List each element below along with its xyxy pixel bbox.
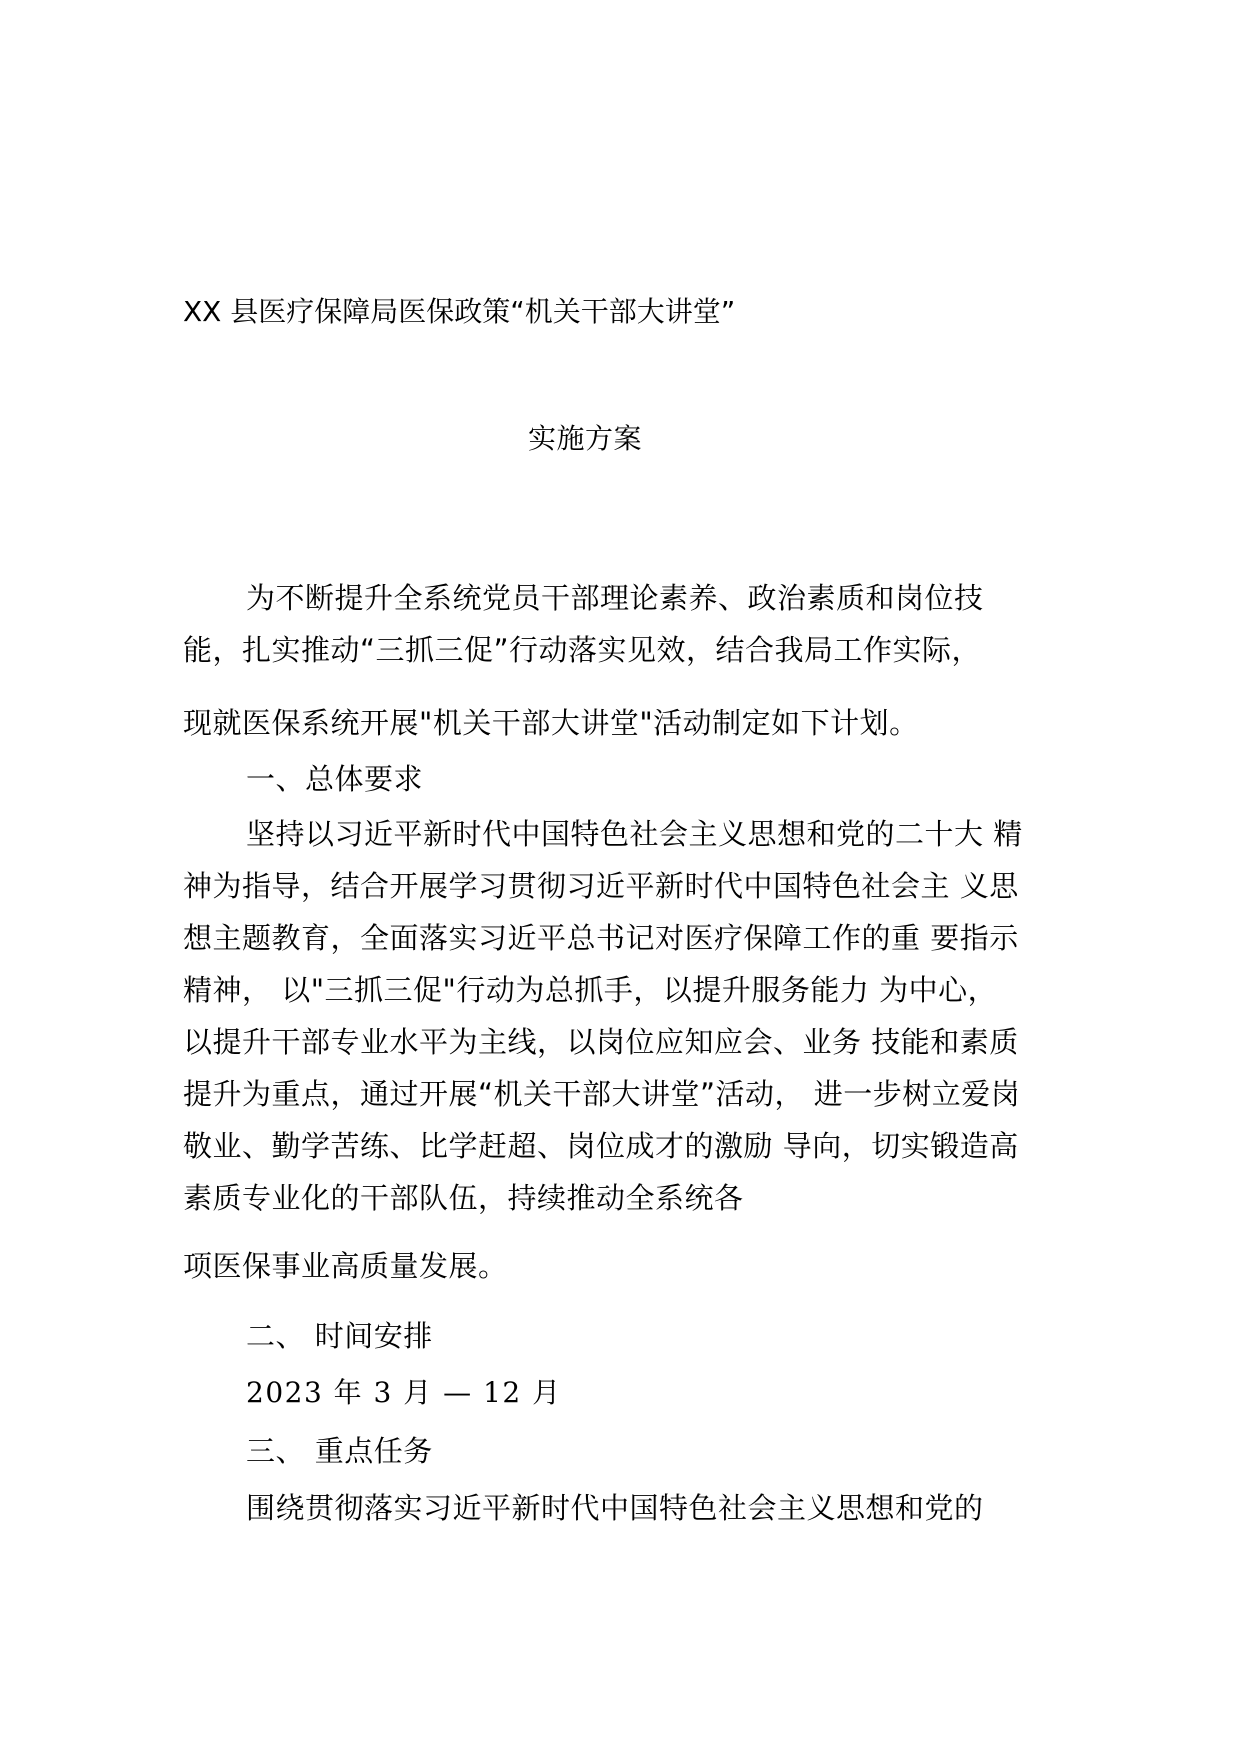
section1-paragraph-line: 想主题教育，全面落实习近平总书记对医疗保障工作的重 要指示 [183, 921, 1019, 955]
section1-paragraph-line: 神为指导，结合开展学习贯彻习近平新时代中国特色社会主 义思 [183, 869, 1019, 903]
schedule-date-range: 2023 年 3 月 — 12 月 [246, 1376, 562, 1409]
section-heading-general-requirements: 一、总体要求 [246, 762, 424, 796]
section1-paragraph-line: 精神， 以"三抓三促"行动为总抓手，以提升服务能力 为中心， [183, 973, 998, 1007]
intro-paragraph-line: 为不断提升全系统党员干部理论素养、政治素质和岗位技 [246, 581, 984, 615]
section1-paragraph-line: 坚持以习近平新时代中国特色社会主义思想和党的二十大 精 [246, 817, 1023, 851]
document-subtitle: 实施方案 [528, 422, 643, 455]
section1-paragraph-line: 项医保事业高质量发展。 [183, 1249, 508, 1283]
section-heading-key-tasks: 三、 重点任务 [246, 1434, 433, 1468]
intro-paragraph-line: 能，扎实推动“三抓三促”行动落实见效，结合我局工作实际， [183, 633, 982, 667]
section3-paragraph-line: 围绕贯彻落实习近平新时代中国特色社会主义思想和党的 [246, 1491, 984, 1525]
document-title: XX 县医疗保障局医保政策“机关干部大讲堂” [183, 295, 736, 328]
section1-paragraph-line: 以提升干部专业水平为主线，以岗位应知应会、业务 技能和素质 [183, 1025, 1019, 1059]
intro-paragraph-line: 现就医保系统开展"机关干部大讲堂"活动制定如下计划。 [183, 706, 919, 740]
section-heading-schedule: 二、 时间安排 [246, 1319, 433, 1353]
section1-paragraph-line: 素质专业化的干部队伍，持续推动全系统各 [183, 1181, 744, 1215]
section1-paragraph-line: 提升为重点，通过开展“机关干部大讲堂”活动， 进一步树立爱岗 [183, 1077, 1021, 1111]
section1-paragraph-line: 敬业、勤学苦练、比学赶超、岗位成才的激励 导向，切实锻造高 [183, 1129, 1019, 1163]
